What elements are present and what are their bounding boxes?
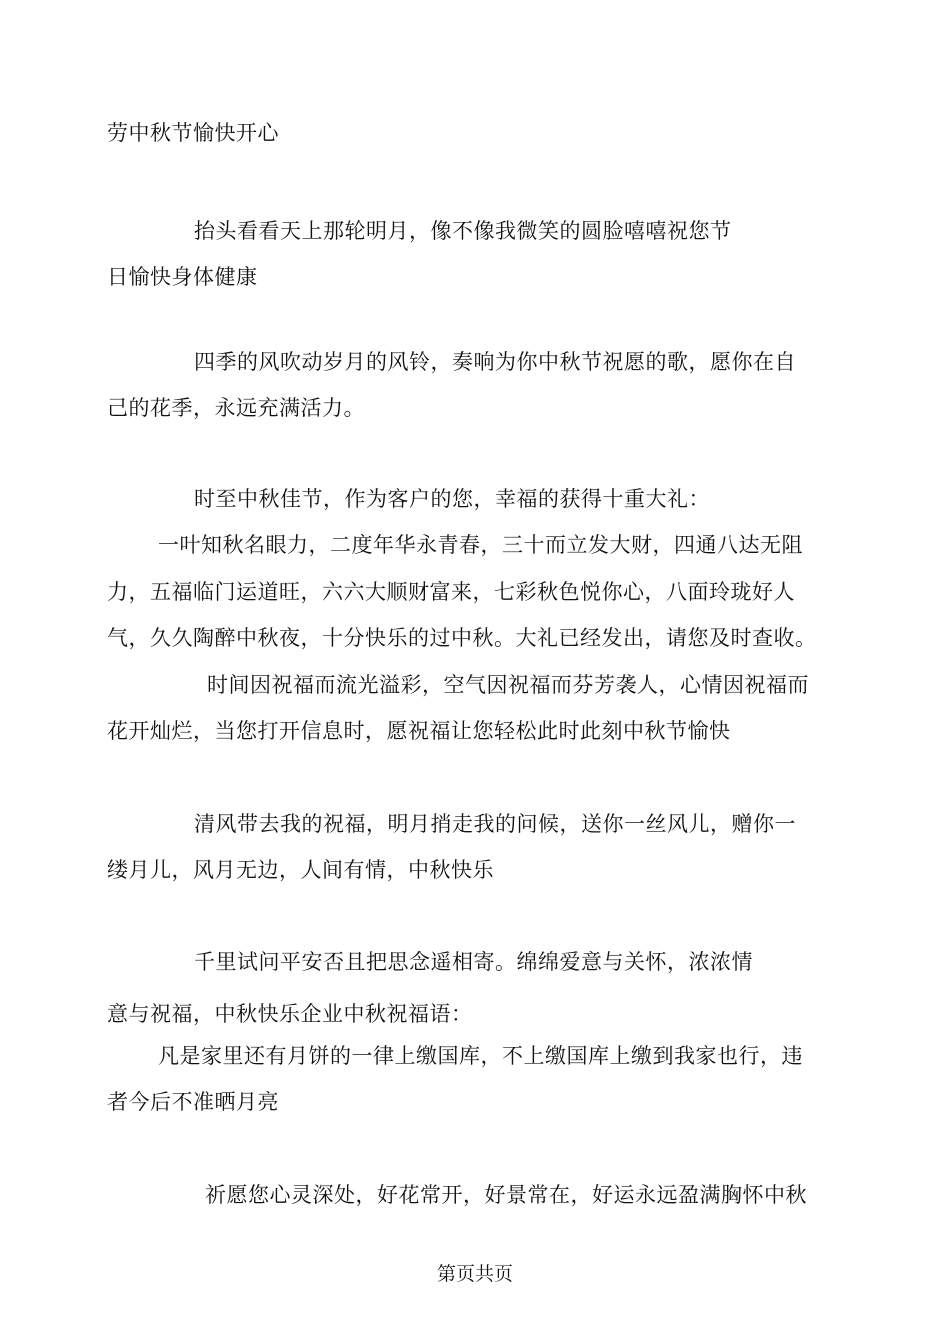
text-line: 花开灿烂，当您打开信息时，愿祝福让您轻松此时此刻中秋节愉快 (107, 719, 731, 743)
text-line: 抬头看看天上那轮明月，像不像我微笑的圆脸嘻嘻祝您节 (194, 219, 732, 243)
text-line: 时至中秋佳节，作为客户的您，幸福的获得十重大礼： (194, 487, 710, 511)
text-line: 气，久久陶醉中秋夜，十分快乐的过中秋。大礼已经发出，请您及时查收。 (107, 626, 817, 650)
text-line: 日愉快身体健康 (107, 265, 258, 289)
text-line: 者今后不准晒月亮 (107, 1090, 279, 1114)
text-line: 劳中秋节愉快开心 (107, 121, 279, 145)
text-line: 己的花季，永远充满活力。 (107, 396, 365, 420)
text-line: 清风带去我的祝福，明月捎走我的问候，送你一丝风儿，赠你一 (194, 812, 796, 836)
text-line: 缕月儿，风月无边，人间有情，中秋快乐 (107, 858, 494, 882)
text-line: 力，五福临门运道旺，六六大顺财富来，七彩秋色悦你心，八面玲珑好人 (107, 580, 795, 604)
text-line: 一叶知秋名眼力，二度年华永青春，三十而立发大财，四通八达无阻 (158, 533, 803, 557)
text-line: 千里试问平安否且把思念遥相寄。绵绵爱意与关怀，浓浓情 (194, 950, 753, 974)
page-footer: 第页共页 (436, 1263, 513, 1285)
text-line: 意与祝福，中秋快乐企业中秋祝福语： (107, 1002, 473, 1026)
text-line: 凡是家里还有月饼的一律上缴国库，不上缴国库上缴到我家也行，违 (158, 1044, 803, 1068)
text-line: 四季的风吹动岁月的风铃，奏响为你中秋节祝愿的歌，愿你在自 (194, 350, 796, 374)
text-line: 祈愿您心灵深处，好花常开，好景常在，好运永远盈满胸怀中秋 (205, 1183, 807, 1207)
text-line: 时间因祝福而流光溢彩，空气因祝福而芬芳袭人，心情因祝福而 (207, 673, 809, 697)
